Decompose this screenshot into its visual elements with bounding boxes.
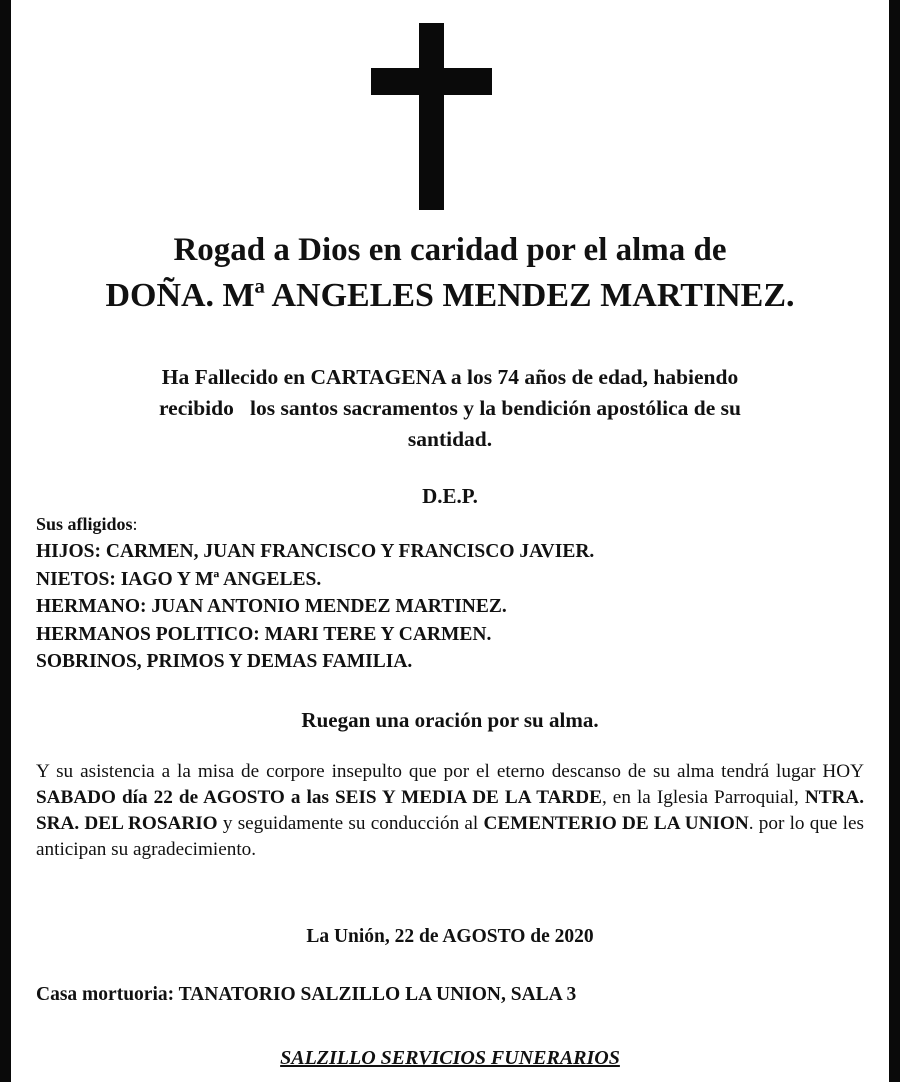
- family-intro: [36, 512, 138, 536]
- family-line-children: HIJOS: CARMEN, JUAN FRANCISCO Y FRANCISCO JAVIER.: [36, 541, 595, 562]
- mass-text-3: y seguidamente su conducción al: [217, 813, 484, 834]
- family-line-brother: HERMANO: JUAN ANTONIO MENDEZ MARTINEZ.: [36, 596, 507, 617]
- family-intro-label: Sus afligidos: [36, 514, 133, 534]
- cross-vertical-bar: [419, 23, 444, 210]
- mass-details: [36, 759, 864, 863]
- cross-icon: [0, 0, 900, 220]
- place-date: La Unión, 22 de AGOSTO de 2020: [306, 926, 594, 947]
- mass-text-2: , en la Iglesia Parroquial,: [601, 787, 805, 808]
- deceased-name: DOÑA. Mª ANGELES MENDEZ MARTINEZ.: [105, 277, 795, 314]
- family-line-relatives: SOBRINOS, PRIMOS Y DEMAS FAMILIA.: [36, 651, 413, 672]
- death-notice-line-1: Ha Fallecido en CARTAGENA a los 74 años de edad, habiendo: [161, 365, 739, 389]
- funeral-home: Casa mortuoria: TANATORIO SALZILLO LA UNION, SALA 3: [36, 984, 577, 1005]
- dep-label: D.E.P.: [422, 484, 478, 508]
- mass-datetime: SABADO día 22 de AGOSTO a las SEIS Y MEDIA DE LA TARDE: [36, 787, 602, 808]
- mass-cemetery: CEMENTERIO DE LA UNION: [483, 813, 749, 834]
- family-list: [36, 538, 594, 676]
- death-notice-line-2: recibido los santos sacramentos y la bendición apostólica de su: [159, 396, 741, 420]
- family-line-grandchildren: NIETOS: IAGO Y Mª ANGELES.: [36, 568, 322, 590]
- mass-text-1: Y su asistencia a la misa de corpore insepulto que por el eterno descanso de su alma tendrá lugar HOY: [36, 761, 864, 782]
- family-line-in-laws: HERMANOS POLITICO: MARI TERE Y CARMEN.: [36, 623, 492, 645]
- prayer-heading: Rogad a Dios en caridad por el alma de: [173, 232, 727, 268]
- prayer-request: Ruegan una oración por su alma.: [301, 708, 599, 732]
- mass-text-4: . por lo que les anticipan su agradecimiento.: [36, 813, 864, 860]
- mass-church: NTRA. SRA. DEL ROSARIO: [36, 787, 865, 834]
- death-notice-line-3: santidad.: [407, 427, 493, 451]
- death-notice: [20, 362, 880, 455]
- cross-horizontal-bar: [371, 68, 492, 95]
- funeral-service-name: SALZILLO SERVICIOS FUNERARIOS: [280, 1047, 620, 1069]
- family-intro-colon: :: [132, 514, 138, 534]
